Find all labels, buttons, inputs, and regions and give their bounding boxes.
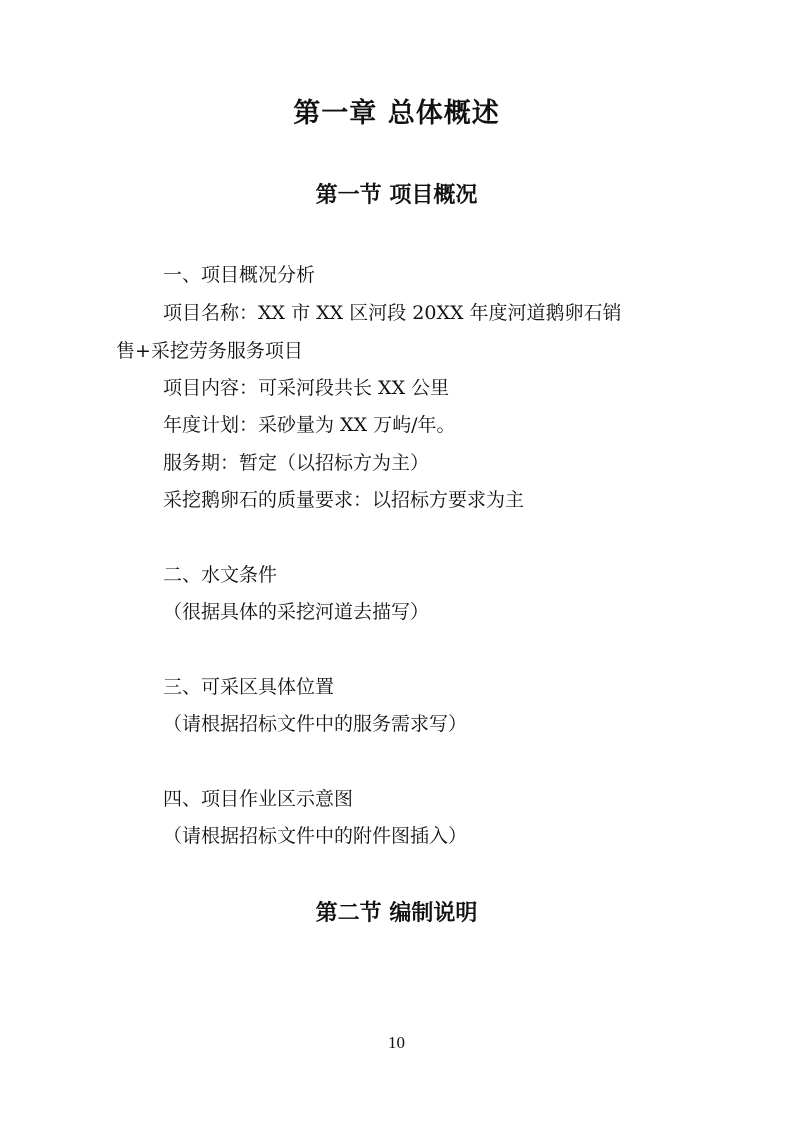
quality-requirement: 采挖鹅卵石的质量要求：以招标方要求为主: [163, 489, 525, 511]
page-number: 10: [388, 1033, 405, 1052]
project-content: 项目内容：可采河段共长 XX 公里: [163, 377, 450, 399]
chapter-title: 第一章 总体概述: [293, 98, 500, 129]
location-heading: 三、可采区具体位置: [163, 676, 335, 698]
hydrology-note: （很据具体的采挖河道去描写）: [163, 601, 430, 623]
hydrology-heading: 二、水文条件: [163, 564, 278, 586]
section-title-project-overview: 第一节 项目概况: [315, 183, 478, 208]
section-title-compilation-notes: 第二节 编制说明: [315, 901, 478, 926]
project-name-line-1: 项目名称：XX 市 XX 区河段 20XX 年度河道鹅卵石销: [163, 302, 622, 324]
diagram-heading: 四、项目作业区示意图: [163, 788, 354, 810]
project-name-line-2: 售+采挖劳务服务项目: [116, 340, 303, 362]
service-period: 服务期：暂定（以招标方为主）: [163, 452, 430, 474]
diagram-note: （请根据招标文件中的附件图插入）: [163, 825, 468, 847]
overview-heading: 一、项目概况分析: [163, 264, 316, 286]
annual-plan: 年度计划：采砂量为 XX 万屿/年。: [163, 414, 456, 436]
location-note: （请根据招标文件中的服务需求写）: [163, 713, 468, 735]
